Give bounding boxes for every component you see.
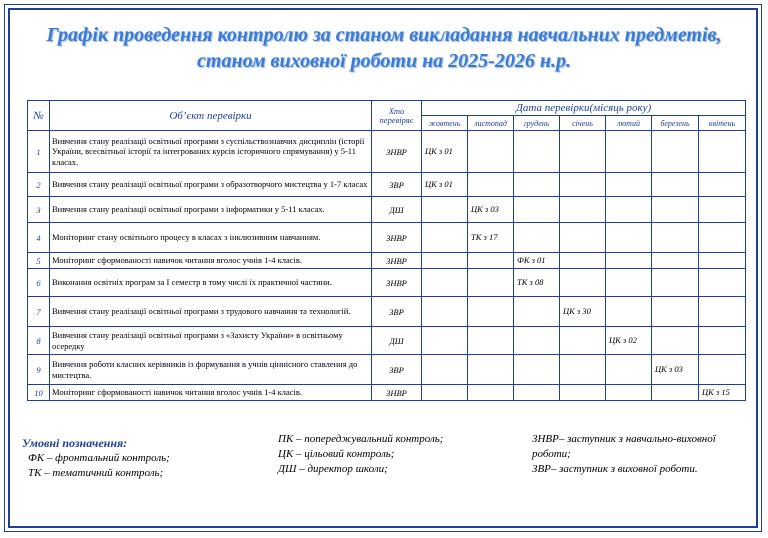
title-line-2: станом виховної роботи на 2025-2026 н.р. bbox=[197, 50, 571, 72]
date-cell bbox=[652, 197, 699, 223]
row-number: 3 bbox=[28, 197, 50, 223]
row-object: Виконання освітніх програм за I семестр в тому числі їх практичної частини. bbox=[50, 269, 372, 297]
table-row bbox=[28, 253, 746, 269]
date-cell bbox=[652, 327, 699, 355]
row-who: ЗНВР bbox=[372, 223, 422, 253]
row-number: 4 bbox=[28, 223, 50, 253]
date-cell bbox=[606, 253, 652, 269]
row-number: 8 bbox=[28, 327, 50, 355]
date-cell: ТК з 08 bbox=[514, 269, 560, 297]
date-cell: ЦК з 15 bbox=[699, 385, 746, 401]
date-cell bbox=[606, 355, 652, 385]
table-row bbox=[28, 223, 746, 253]
header-who bbox=[372, 101, 422, 131]
legend-item: ФК – фронтальний контроль; bbox=[28, 452, 170, 464]
date-cell bbox=[606, 223, 652, 253]
row-who: ЗНВР bbox=[372, 253, 422, 269]
date-cell bbox=[652, 173, 699, 197]
table-row bbox=[28, 327, 746, 355]
date-cell bbox=[699, 327, 746, 355]
legend-title: Умовні позначення: bbox=[22, 436, 128, 450]
row-number: 10 bbox=[28, 385, 50, 401]
date-cell bbox=[468, 131, 514, 173]
schedule-table bbox=[27, 100, 746, 401]
header-month: січень bbox=[560, 116, 606, 131]
header-who-line1: Хто bbox=[388, 105, 405, 116]
legend-col-2 bbox=[278, 432, 443, 477]
legend-item: ДШ – директор школи; bbox=[278, 463, 388, 475]
title-line-1: Графік проведення контролю за станом викладання навчальних предметів, bbox=[46, 24, 722, 46]
date-cell bbox=[652, 297, 699, 327]
date-cell bbox=[514, 385, 560, 401]
header-month: грудень bbox=[514, 116, 560, 131]
date-cell bbox=[560, 197, 606, 223]
legend-item: ЗНВР– заступник з навчально-виховної bbox=[532, 433, 716, 445]
header-num: № bbox=[28, 101, 50, 131]
row-object: Вивчення стану реалізації освітньої програми з інформатики у 5-11 класах. bbox=[50, 197, 372, 223]
date-cell bbox=[560, 223, 606, 253]
row-number: 6 bbox=[28, 269, 50, 297]
legend-item: роботи; bbox=[532, 448, 571, 460]
date-cell bbox=[699, 355, 746, 385]
legend-item: ЗВР– заступник з виховної роботи. bbox=[532, 463, 698, 475]
header-month: лютий bbox=[606, 116, 652, 131]
table-body bbox=[28, 131, 746, 401]
date-cell: ЦК з 02 bbox=[606, 327, 652, 355]
date-cell bbox=[560, 253, 606, 269]
date-cell: ЦК з 01 bbox=[422, 131, 468, 173]
table-row bbox=[28, 197, 746, 223]
date-cell: ЦК з 03 bbox=[468, 197, 514, 223]
date-cell bbox=[699, 269, 746, 297]
date-cell bbox=[468, 253, 514, 269]
row-who: ЗВР bbox=[372, 355, 422, 385]
date-cell bbox=[422, 269, 468, 297]
date-cell bbox=[652, 253, 699, 269]
table-row bbox=[28, 355, 746, 385]
date-cell: ТК з 17 bbox=[468, 223, 514, 253]
row-object: Вивчення стану реалізації освітньої програми з суспільствознавчих дисциплін (історії України, всесвітньої історії та інтегрованих курсів історичного спрямування) у 5-11 класах. bbox=[50, 131, 372, 173]
row-who: ЗВР bbox=[372, 297, 422, 327]
header-month: квітень bbox=[699, 116, 746, 131]
date-cell bbox=[468, 385, 514, 401]
date-cell bbox=[560, 173, 606, 197]
date-cell: ФК з 01 bbox=[514, 253, 560, 269]
date-cell bbox=[606, 385, 652, 401]
date-cell bbox=[514, 173, 560, 197]
date-cell bbox=[699, 197, 746, 223]
header-month: жовтень bbox=[422, 116, 468, 131]
table-row bbox=[28, 297, 746, 327]
table-row bbox=[28, 131, 746, 173]
legend-item: ПК – попереджувальний контроль; bbox=[278, 433, 444, 445]
row-who: ДШ bbox=[372, 197, 422, 223]
date-cell bbox=[468, 355, 514, 385]
legend-item: ЦК – цільовий контроль; bbox=[278, 448, 395, 460]
legend-item: ТК – тематичний контроль; bbox=[28, 467, 164, 479]
legend-col-1 bbox=[28, 451, 170, 481]
date-cell bbox=[422, 355, 468, 385]
date-cell bbox=[468, 173, 514, 197]
header-month: листопад bbox=[468, 116, 514, 131]
date-cell bbox=[652, 131, 699, 173]
date-cell bbox=[699, 297, 746, 327]
date-cell bbox=[422, 327, 468, 355]
date-cell: ЦК з 30 bbox=[560, 297, 606, 327]
date-cell bbox=[514, 197, 560, 223]
date-cell bbox=[560, 269, 606, 297]
date-cell bbox=[468, 297, 514, 327]
date-cell bbox=[468, 327, 514, 355]
row-object: Вивчення стану реалізації освітньої програми з образотворчого мистецтва у 1-7 класах bbox=[50, 173, 372, 197]
date-cell bbox=[560, 327, 606, 355]
date-cell bbox=[699, 223, 746, 253]
date-cell bbox=[514, 327, 560, 355]
date-cell bbox=[514, 355, 560, 385]
date-cell bbox=[699, 131, 746, 173]
row-object: Вивчення роботи класних керівників із формування в учнів ціннісного ставлення до мистецтва. bbox=[50, 355, 372, 385]
row-who: ЗНВР bbox=[372, 269, 422, 297]
date-cell bbox=[606, 197, 652, 223]
date-cell bbox=[514, 297, 560, 327]
date-cell bbox=[606, 269, 652, 297]
date-cell bbox=[514, 223, 560, 253]
date-cell bbox=[422, 297, 468, 327]
date-cell bbox=[422, 197, 468, 223]
date-cell bbox=[422, 223, 468, 253]
date-cell bbox=[652, 385, 699, 401]
date-cell bbox=[422, 385, 468, 401]
row-who: ЗНВР bbox=[372, 385, 422, 401]
row-number: 5 bbox=[28, 253, 50, 269]
date-cell bbox=[606, 297, 652, 327]
row-number: 9 bbox=[28, 355, 50, 385]
row-number: 1 bbox=[28, 131, 50, 173]
date-cell bbox=[468, 269, 514, 297]
row-who: ДШ bbox=[372, 327, 422, 355]
header-object: Об’єкт перевірки bbox=[50, 101, 372, 131]
date-cell bbox=[422, 253, 468, 269]
date-cell bbox=[606, 131, 652, 173]
date-cell bbox=[699, 173, 746, 197]
row-who: ЗНВР bbox=[372, 131, 422, 173]
row-number: 2 bbox=[28, 173, 50, 197]
date-cell bbox=[652, 223, 699, 253]
date-cell bbox=[606, 173, 652, 197]
date-cell bbox=[560, 131, 606, 173]
row-object: Моніторинг сформованості навичок читання вголос учнів 1-4 класів. bbox=[50, 253, 372, 269]
date-cell: ЦК з 01 bbox=[422, 173, 468, 197]
header-date: Дата перевірки(місяць року) bbox=[422, 101, 746, 116]
date-cell bbox=[699, 253, 746, 269]
header-who-line2: перевіряє bbox=[379, 114, 414, 125]
row-number: 7 bbox=[28, 297, 50, 327]
row-object: Моніторинг стану освітнього процесу в класах з інклюзивним навчанням. bbox=[50, 223, 372, 253]
date-cell bbox=[560, 385, 606, 401]
table-row bbox=[28, 385, 746, 401]
date-cell bbox=[560, 355, 606, 385]
header-month: березень bbox=[652, 116, 699, 131]
date-cell bbox=[514, 131, 560, 173]
date-cell: ЦК з 03 bbox=[652, 355, 699, 385]
table-row bbox=[28, 173, 746, 197]
date-cell bbox=[652, 269, 699, 297]
legend-col-3 bbox=[532, 432, 716, 477]
row-object: Вивчення стану реалізації освітньої програми з «Захисту України» в освітньому осередку bbox=[50, 327, 372, 355]
row-object: Моніторинг сформованості навичок читання вголос учнів 1-4 класів. bbox=[50, 385, 372, 401]
table-row bbox=[28, 269, 746, 297]
row-object: Вивчення стану реалізації освітньої програми з трудового навчання та технологій. bbox=[50, 297, 372, 327]
row-who: ЗВР bbox=[372, 173, 422, 197]
